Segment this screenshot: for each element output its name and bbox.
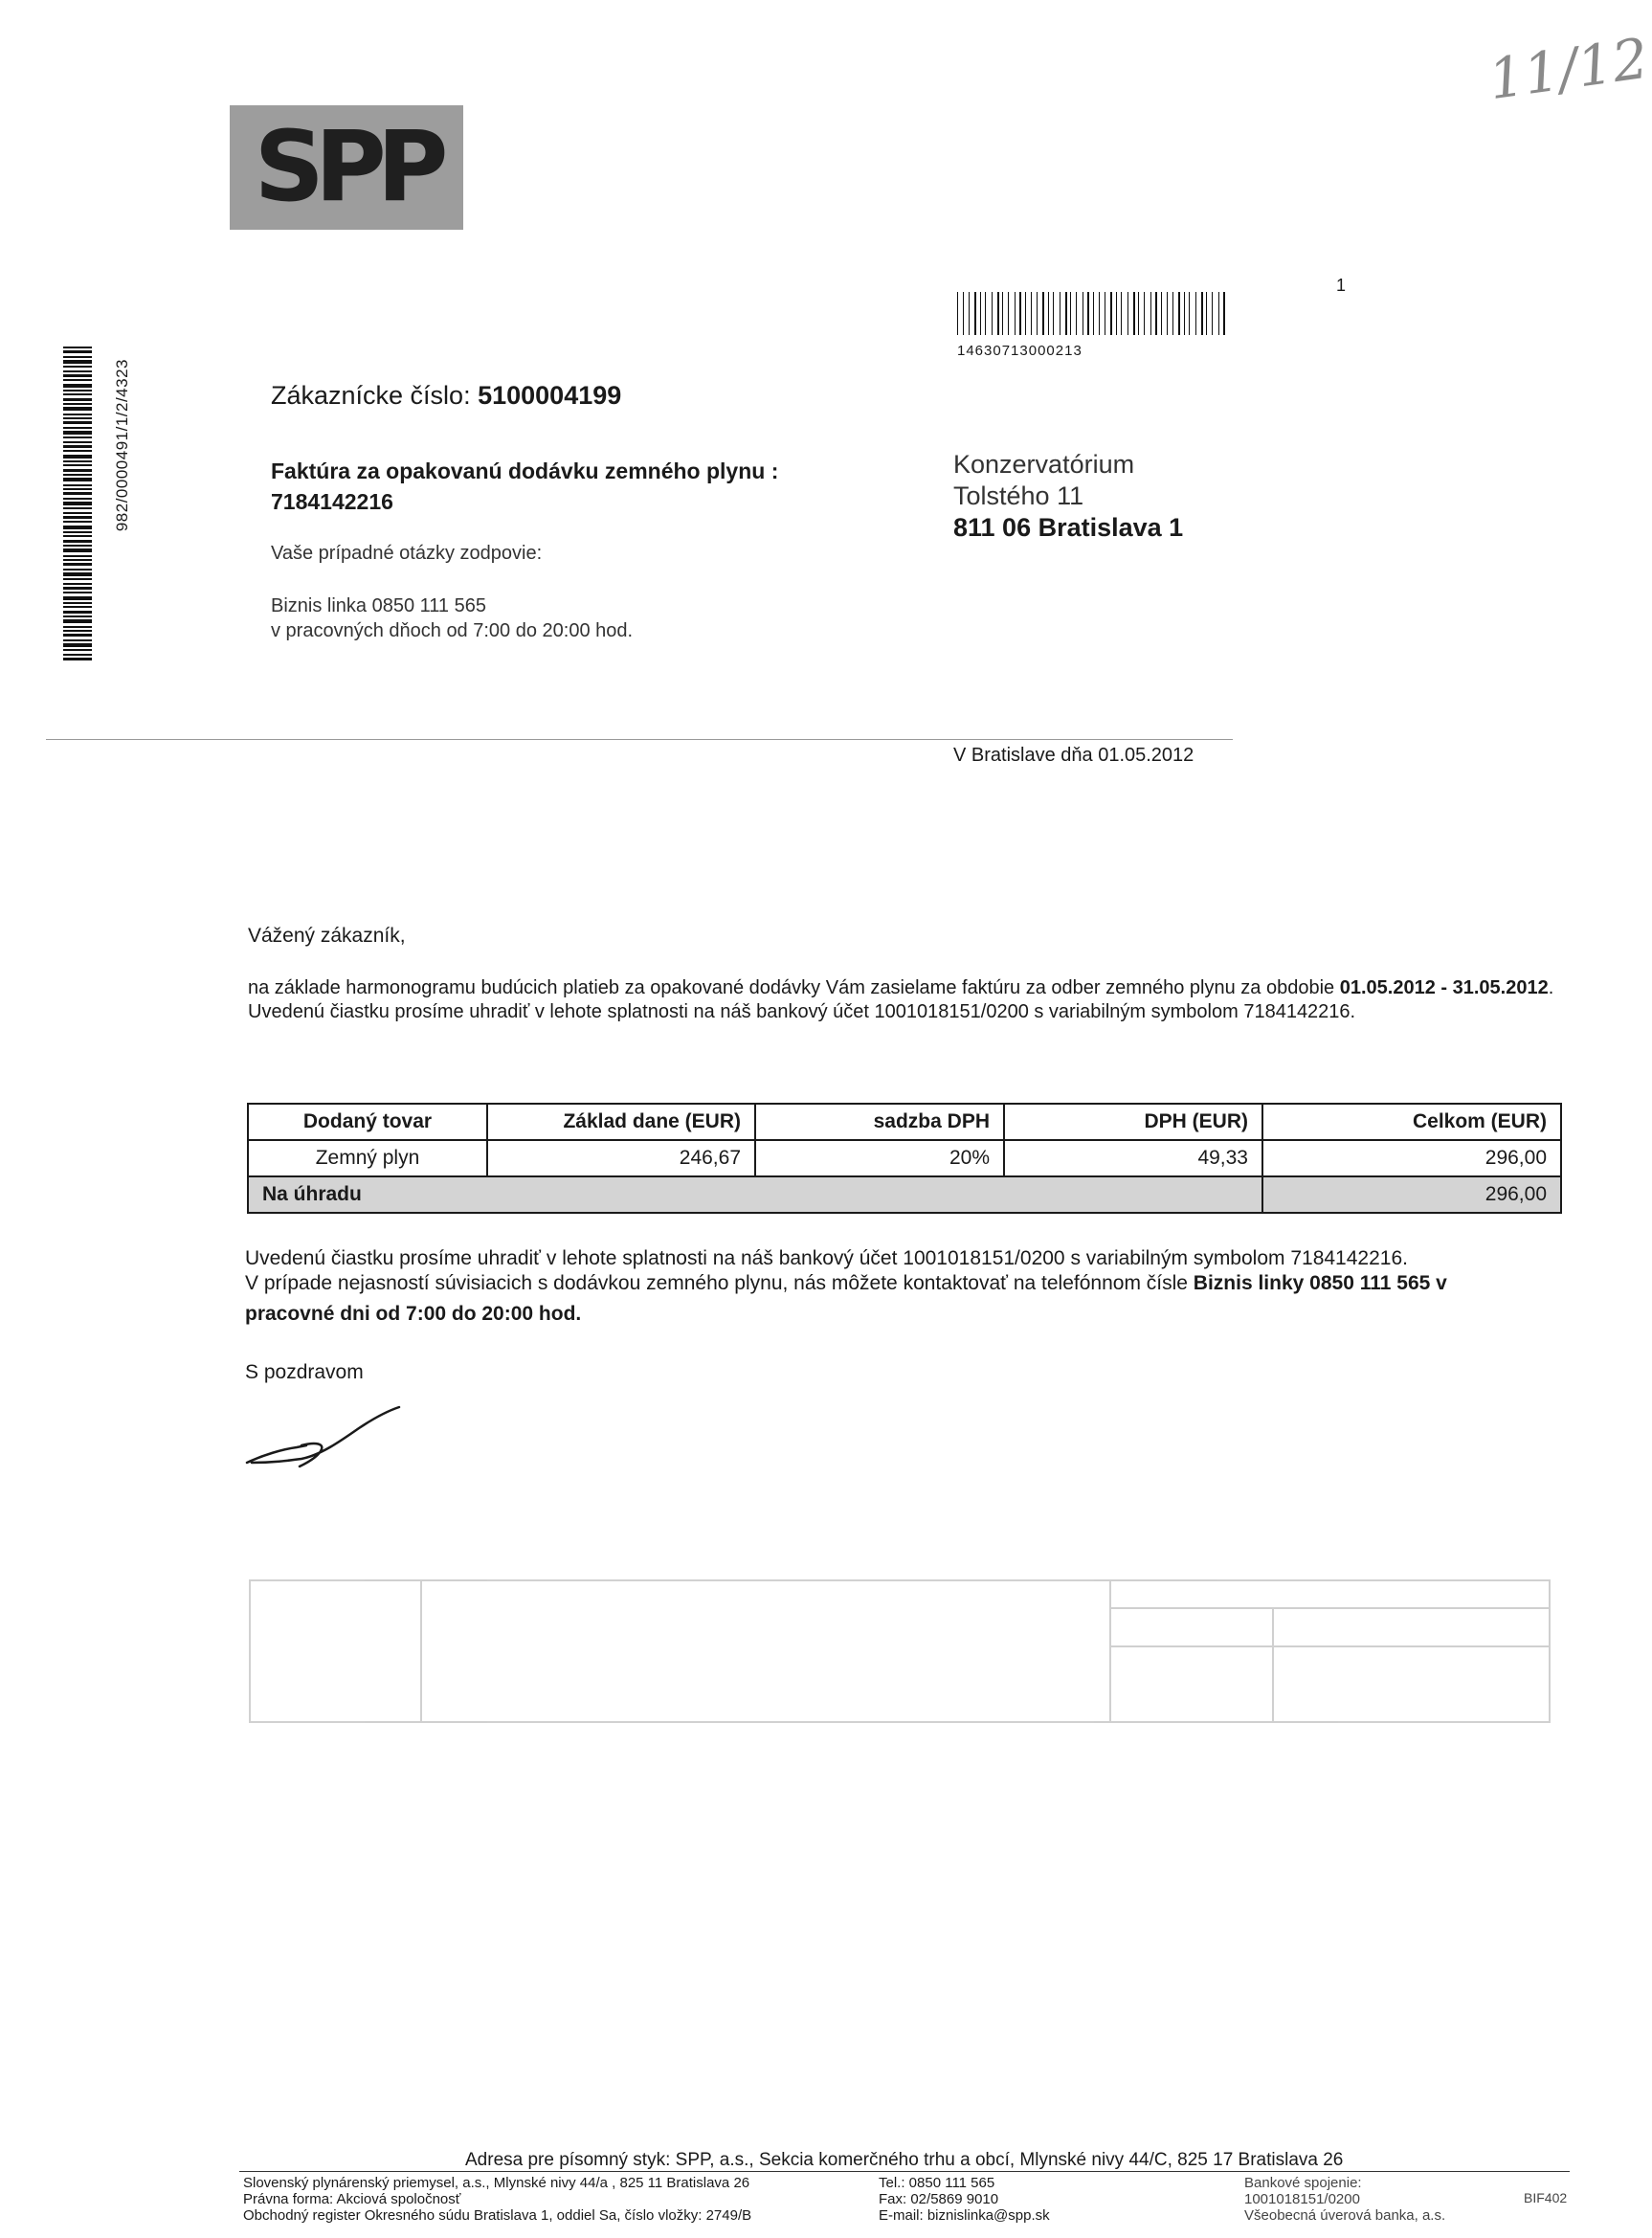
col-rate: sadzba DPH (755, 1104, 1004, 1140)
col-goods: Dodaný tovar (248, 1104, 487, 1140)
footer-code: BIF402 (1524, 2190, 1568, 2205)
date-line: V Bratislave dňa 01.05.2012 (953, 745, 1194, 766)
closing-contact-bold: Biznis linky 0850 111 565 v (1193, 1272, 1447, 1294)
recipient-city: 811 06 Bratislava 1 (953, 513, 1184, 542)
table-row (248, 1140, 1561, 1176)
col-base: Základ dane (EUR) (487, 1104, 755, 1140)
spp-logo (230, 105, 463, 230)
logo-text: SPP (254, 110, 439, 224)
footer-company-line: Slovenský plynárenský priemysel, a.s., Mlynské nivy 44/a , 825 11 Bratislava 26 (243, 2175, 750, 2191)
invoice-title (271, 456, 778, 517)
footer-contact (879, 2175, 1233, 2224)
invoice-table (247, 1103, 1562, 1214)
customer-number (271, 381, 621, 411)
greeting: Vážený zákazník, (248, 925, 406, 947)
footer-company-line: Obchodný register Okresného súdu Bratislava 1, oddiel Sa, číslo vložky: 2749/B (243, 2207, 752, 2224)
footer-fax: Fax: 02/5869 9010 (879, 2191, 999, 2207)
handwritten-mark: 11/12 (1485, 25, 1652, 113)
side-code: 982/0000491/1/2/4323 (113, 359, 131, 532)
col-vat: DPH (EUR) (1004, 1104, 1262, 1140)
footer-divider (239, 2171, 1570, 2172)
intro-line: na základe harmonogramu budúcich platieb za opakované dodávky Vám zasielame faktúru za odber zemného plynu za obdobie 01.05.2012 - 31.05.2012. (248, 977, 1554, 998)
ghost-table (249, 1579, 1551, 1723)
footer-bank (1244, 2175, 1531, 2224)
footer-tel: Tel.: 0850 111 565 (879, 2175, 995, 2191)
cell-item: Zemný plyn (248, 1140, 487, 1176)
recipient-street: Tolstého 11 (953, 481, 1084, 510)
fold-line (46, 739, 1233, 740)
footer-email: E-mail: biznislinka@spp.sk (879, 2207, 1050, 2224)
regards: S pozdravom (245, 1361, 364, 1383)
closing-payment: Uvedenú čiastku prosíme uhradiť v lehote splatnosti na náš bankový účet 1001018151/0200 s variabilným symbolom 7184142216. (245, 1247, 1408, 1269)
cell-vat: 49,33 (1004, 1140, 1262, 1176)
table-header-row (248, 1104, 1561, 1140)
customer-label: Zákaznícke číslo: (271, 381, 471, 410)
invoice-number: 7184142216 (271, 489, 393, 514)
closing-paragraph (245, 1246, 1585, 1327)
total-row (248, 1176, 1561, 1213)
cell-rate: 20% (755, 1140, 1004, 1176)
hotline-info (271, 593, 633, 643)
intro-payment: Uvedenú čiastku prosíme uhradiť v lehote splatnosti na náš bankový účet 1001018151/0200 s variabilným symbolom 7184142216. (248, 1001, 1356, 1022)
footer-bank-label: Bankové spojenie: (1244, 2175, 1362, 2191)
footer-bank-account: 1001018151/0200 (1244, 2191, 1360, 2207)
barcode-top (957, 292, 1231, 335)
col-total: Celkom (EUR) (1262, 1104, 1561, 1140)
total-value: 296,00 (1262, 1176, 1561, 1213)
recipient-address (953, 449, 1183, 544)
signature (244, 1407, 407, 1474)
invoice-title-text: Faktúra za opakovanú dodávku zemného plynu : (271, 459, 779, 483)
barcode-side (63, 347, 92, 662)
cell-base: 246,67 (487, 1140, 755, 1176)
footer-bank-name: Všeobecná úverová banka, a.s. (1244, 2207, 1446, 2224)
footer-company (243, 2175, 865, 2224)
intro-text: na základe harmonogramu budúcich platieb za opakované dodávky Vám zasielame faktúru za odber zemného plynu za obdobie (248, 977, 1340, 998)
customer-number-value: 5100004199 (478, 381, 622, 410)
intro-period: 01.05.2012 - 31.05.2012 (1339, 977, 1549, 998)
hotline-line: Biznis linka 0850 111 565 (271, 595, 486, 616)
closing-contact-line (245, 1271, 1585, 1296)
closing-contact: V prípade nejasností súvisiacich s dodávkou zemného plynu, nás môžete kontaktovať na telefónnom čísle (245, 1272, 1194, 1294)
intro-paragraph (248, 976, 1569, 1024)
footer-company-line: Právna forma: Akciová spoločnosť (243, 2191, 461, 2207)
barcode-number: 14630713000213 (957, 343, 1083, 359)
page-number: 1 (1336, 276, 1347, 295)
footer-address: Adresa pre písomný styk: SPP, a.s., Sekcia komerčného trhu a obcí, Mlynské nivy 44/C, 825 17 Bratislava 26 (465, 2150, 1344, 2170)
recipient-name: Konzervatórium (953, 450, 1135, 479)
closing-hours: pracovné dni od 7:00 do 20:00 hod. (245, 1303, 582, 1325)
total-label: Na úhradu (248, 1176, 1262, 1213)
hotline-hours: v pracovných dňoch od 7:00 do 20:00 hod. (271, 620, 634, 641)
cell-total: 296,00 (1262, 1140, 1561, 1176)
questions-label: Vaše prípadné otázky zodpovie: (271, 543, 543, 564)
